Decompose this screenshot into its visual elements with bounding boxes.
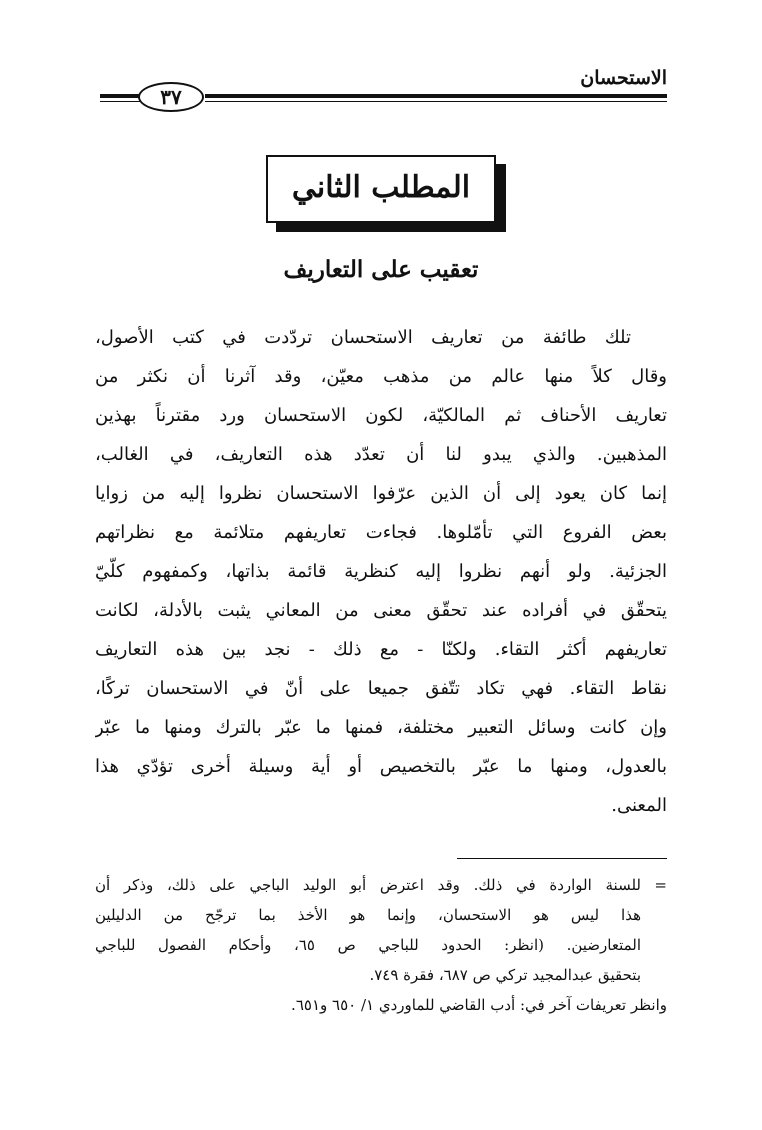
body-text bbox=[95, 318, 667, 825]
header-rule-left-thin bbox=[100, 101, 140, 102]
body-line: بعض الفروع التي تأمّلوها. فجاءت تعاريفهم متلائمة مع نظراتهم bbox=[95, 522, 667, 543]
running-title: الاستحسان bbox=[580, 67, 667, 89]
footnote-line: المتعارضين. (انظر: الحدود للباجي ص ٦٥، وأحكام الفصول للباجي bbox=[95, 936, 641, 954]
page-number: ٣٧ bbox=[138, 82, 204, 112]
body-line: يتحقّق في أفراده عند تحقّق معنى من المعاني يثبت بالأدلة، لكانت bbox=[95, 600, 667, 621]
body-line: تعاريف الأحناف ثم المالكيّة، لكون الاستحسان ورد مقترناً بهذين bbox=[95, 405, 667, 426]
section-subtitle: تعقيب على التعاريف bbox=[283, 256, 479, 283]
body-line: تعاريفهم أكثر التقاء. ولكنّا - مع ذلك - نجد بين هذه التعاريف bbox=[95, 639, 667, 660]
footnote-text: للسنة الواردة في ذلك. وقد اعترض أبو الوليد الباجي على ذلك، وذكر أن bbox=[95, 876, 641, 894]
footnote-continuation-marker: = bbox=[654, 876, 667, 894]
header-rule-left-thick bbox=[100, 94, 140, 98]
footnote-separator bbox=[457, 858, 667, 859]
body-line: نقاط التقاء. فهي تكاد تتّفق جميعا على أنّ في الاستحسان تركًا، bbox=[95, 678, 667, 699]
footnotes bbox=[95, 870, 667, 1020]
section-title: المطلب الثاني bbox=[266, 155, 496, 223]
body-line: الجزئية. ولو أنهم نظروا إليه كنظرية قائمة بذاتها، وكمفهوم كلّيّ bbox=[95, 561, 667, 582]
footnote-line: وانظر تعريفات آخر في: أدب القاضي للماوردي ١/ ٦٥٠ و٦٥١. bbox=[291, 996, 667, 1014]
body-line: وقال كلاً منها عالم من مذهب معيّن، وقد آثرنا أن نكثر من bbox=[95, 366, 667, 387]
body-line: المعنى. bbox=[611, 795, 667, 816]
footnote-line bbox=[95, 870, 667, 900]
body-line: إنما كان يعود إلى أن الذين عرّفوا الاستحسان نظروا إليه من زوايا bbox=[95, 483, 667, 504]
header-rule-thick bbox=[205, 94, 667, 98]
body-line: المذهبين. والذي يبدو لنا أن تعدّد هذه التعاريف، في الغالب، bbox=[95, 444, 667, 465]
body-line: بالعدول، ومنها ما عبّر بالتخصيص أو أية وسيلة أخرى تؤدّي هذا bbox=[95, 756, 667, 777]
footnote-line: هذا ليس هو الاستحسان، وإنما هو الأخذ بما ترجّح من الدليلين bbox=[95, 906, 641, 924]
body-line: وإن كانت وسائل التعبير مختلفة، فمنها ما عبّر بالترك ومنها ما عبّر bbox=[95, 717, 667, 738]
header-rule-thin bbox=[205, 101, 667, 102]
footnote-line: بتحقيق عبدالمجيد تركي ص ٦٨٧، فقرة ٧٤٩. bbox=[369, 966, 641, 984]
body-line: تلك طائفة من تعاريف الاستحسان تردّدت في كتب الأصول، bbox=[95, 327, 631, 348]
